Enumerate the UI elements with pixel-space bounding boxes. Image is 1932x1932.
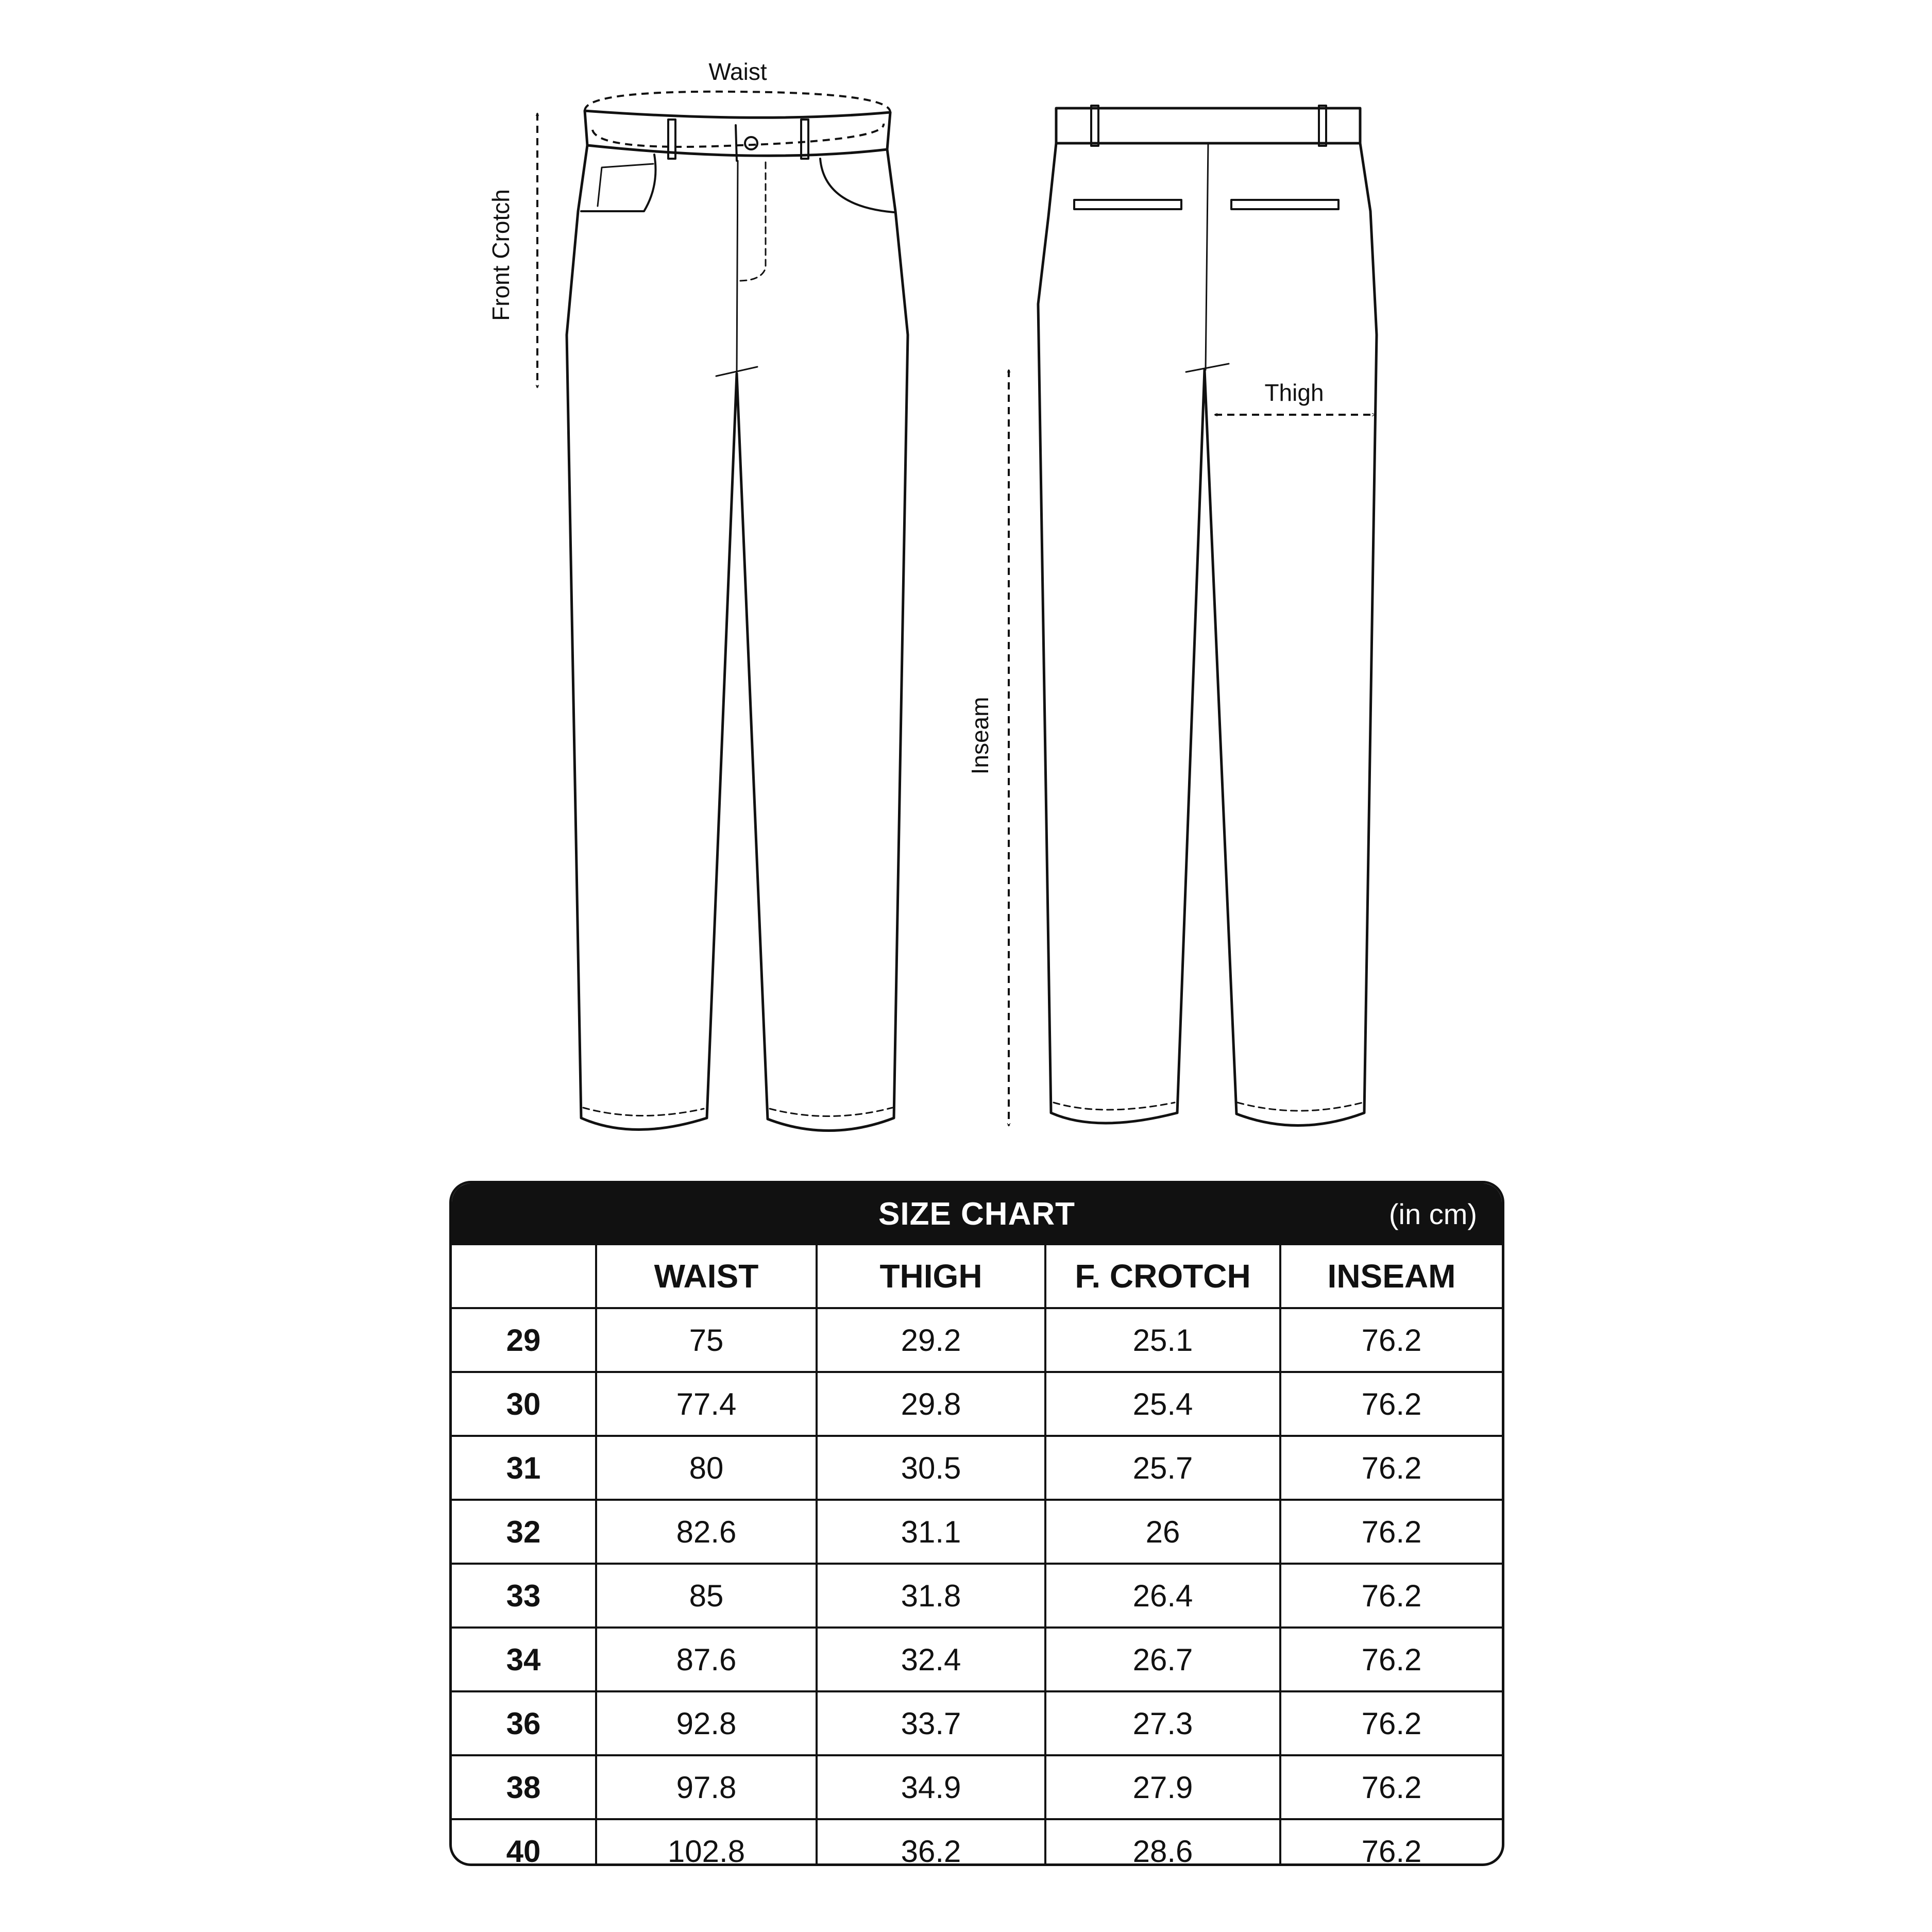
cell-size: 29 [452, 1308, 596, 1372]
cell-f-crotch: 26.4 [1045, 1564, 1280, 1628]
cell-f-crotch: 27.3 [1045, 1691, 1280, 1755]
size-table [452, 1245, 1502, 1866]
table-row [452, 1628, 1502, 1691]
front-pocket-right [820, 159, 894, 212]
size-chart [449, 1181, 1504, 1866]
front-pocket-left [581, 155, 656, 211]
cell-waist: 82.6 [596, 1500, 817, 1564]
cell-waist: 92.8 [596, 1691, 817, 1755]
cell-inseam: 76.2 [1280, 1308, 1502, 1372]
cell-inseam: 76.2 [1280, 1691, 1502, 1755]
cell-inseam: 76.2 [1361, 1834, 1422, 1866]
cell-waist: 97.8 [596, 1755, 817, 1819]
waist-measure [585, 92, 890, 147]
cell-waist: 85 [596, 1564, 817, 1628]
cell-thigh: 32.4 [817, 1628, 1045, 1691]
table-row [452, 1691, 1502, 1755]
front-view-pants [567, 111, 908, 1131]
cell-inseam: 76.2 [1280, 1564, 1502, 1628]
size-chart-title: SIZE CHART [878, 1196, 1075, 1232]
cell-f-crotch: 26 [1045, 1500, 1280, 1564]
cell-f-crotch: 25.4 [1045, 1372, 1280, 1436]
front-belt-loop-right [801, 120, 808, 159]
cell-waist: 87.6 [596, 1628, 817, 1691]
cell-f-crotch: 25.1 [1045, 1308, 1280, 1372]
front-button [745, 137, 757, 149]
cell-size: 40 [452, 1819, 596, 1866]
cell-f-crotch: 26.7 [1045, 1628, 1280, 1691]
back-view-pants [1038, 106, 1377, 1126]
cell-f-crotch: 28.6 [1045, 1819, 1280, 1866]
table-row [452, 1755, 1502, 1819]
column-header-waist: WAIST [596, 1245, 817, 1308]
cell-size: 38 [452, 1755, 596, 1819]
table-row [452, 1564, 1502, 1628]
cell-thigh: 31.1 [817, 1500, 1045, 1564]
column-header-f-crotch: F. CROTCH [1045, 1245, 1280, 1308]
cell-waist: 80 [596, 1436, 817, 1500]
cell-inseam: 76.2 [1280, 1628, 1502, 1691]
cell-waist: 77.4 [596, 1372, 817, 1436]
cell-inseam: 76.2 [1280, 1436, 1502, 1500]
back-waistband [1056, 108, 1360, 143]
back-belt-loop-left [1091, 106, 1098, 146]
cell-size: 32 [452, 1500, 596, 1564]
cell-size: 30 [452, 1372, 596, 1436]
cell-inseam: 76.2 [1280, 1755, 1502, 1819]
cell-thigh: 30.5 [817, 1436, 1045, 1500]
cell-inseam: 76.2 [1280, 1500, 1502, 1564]
cell-size: 31 [452, 1436, 596, 1500]
table-row [452, 1372, 1502, 1436]
front-waistband [585, 111, 890, 156]
cell-thigh: 33.7 [817, 1691, 1045, 1755]
table-row [452, 1308, 1502, 1372]
size-chart-unit: (in cm) [1388, 1198, 1477, 1230]
cell-inseam: 76.2 [1280, 1372, 1502, 1436]
cell-thigh: 34.9 [817, 1755, 1045, 1819]
column-header-thigh: THIGH [817, 1245, 1045, 1308]
table-row [452, 1819, 1502, 1866]
back-pocket-left [1074, 200, 1181, 209]
cell-thigh: 29.2 [817, 1308, 1045, 1372]
column-header-inseam: INSEAM [1280, 1245, 1502, 1308]
front-pocket-left-inner [598, 164, 653, 206]
cell-thigh: 31.8 [817, 1564, 1045, 1628]
table-row [452, 1500, 1502, 1564]
size-chart-header [452, 1183, 1502, 1245]
cell-f-crotch: 27.9 [1045, 1755, 1280, 1819]
front-crotch-label: Front Crotch [487, 189, 514, 321]
back-pocket-right [1231, 200, 1338, 209]
thigh-label: Thigh [1264, 379, 1324, 406]
column-header-size [452, 1245, 596, 1308]
cell-waist: 102.8 [596, 1819, 817, 1866]
cell-waist: 75 [596, 1308, 817, 1372]
cell-size: 34 [452, 1628, 596, 1691]
cell-size: 36 [452, 1691, 596, 1755]
table-row [452, 1436, 1502, 1500]
waist-label: Waist [708, 58, 767, 85]
cell-f-crotch: 25.7 [1045, 1436, 1280, 1500]
back-outline [1038, 143, 1377, 1126]
back-belt-loop-right [1319, 106, 1326, 146]
cell-thigh: 36.2 [817, 1819, 1045, 1866]
cell-size: 33 [452, 1564, 596, 1628]
size-table-header-row [452, 1245, 1502, 1308]
cell-thigh: 29.8 [817, 1372, 1045, 1436]
inseam-label: Inseam [967, 697, 993, 775]
